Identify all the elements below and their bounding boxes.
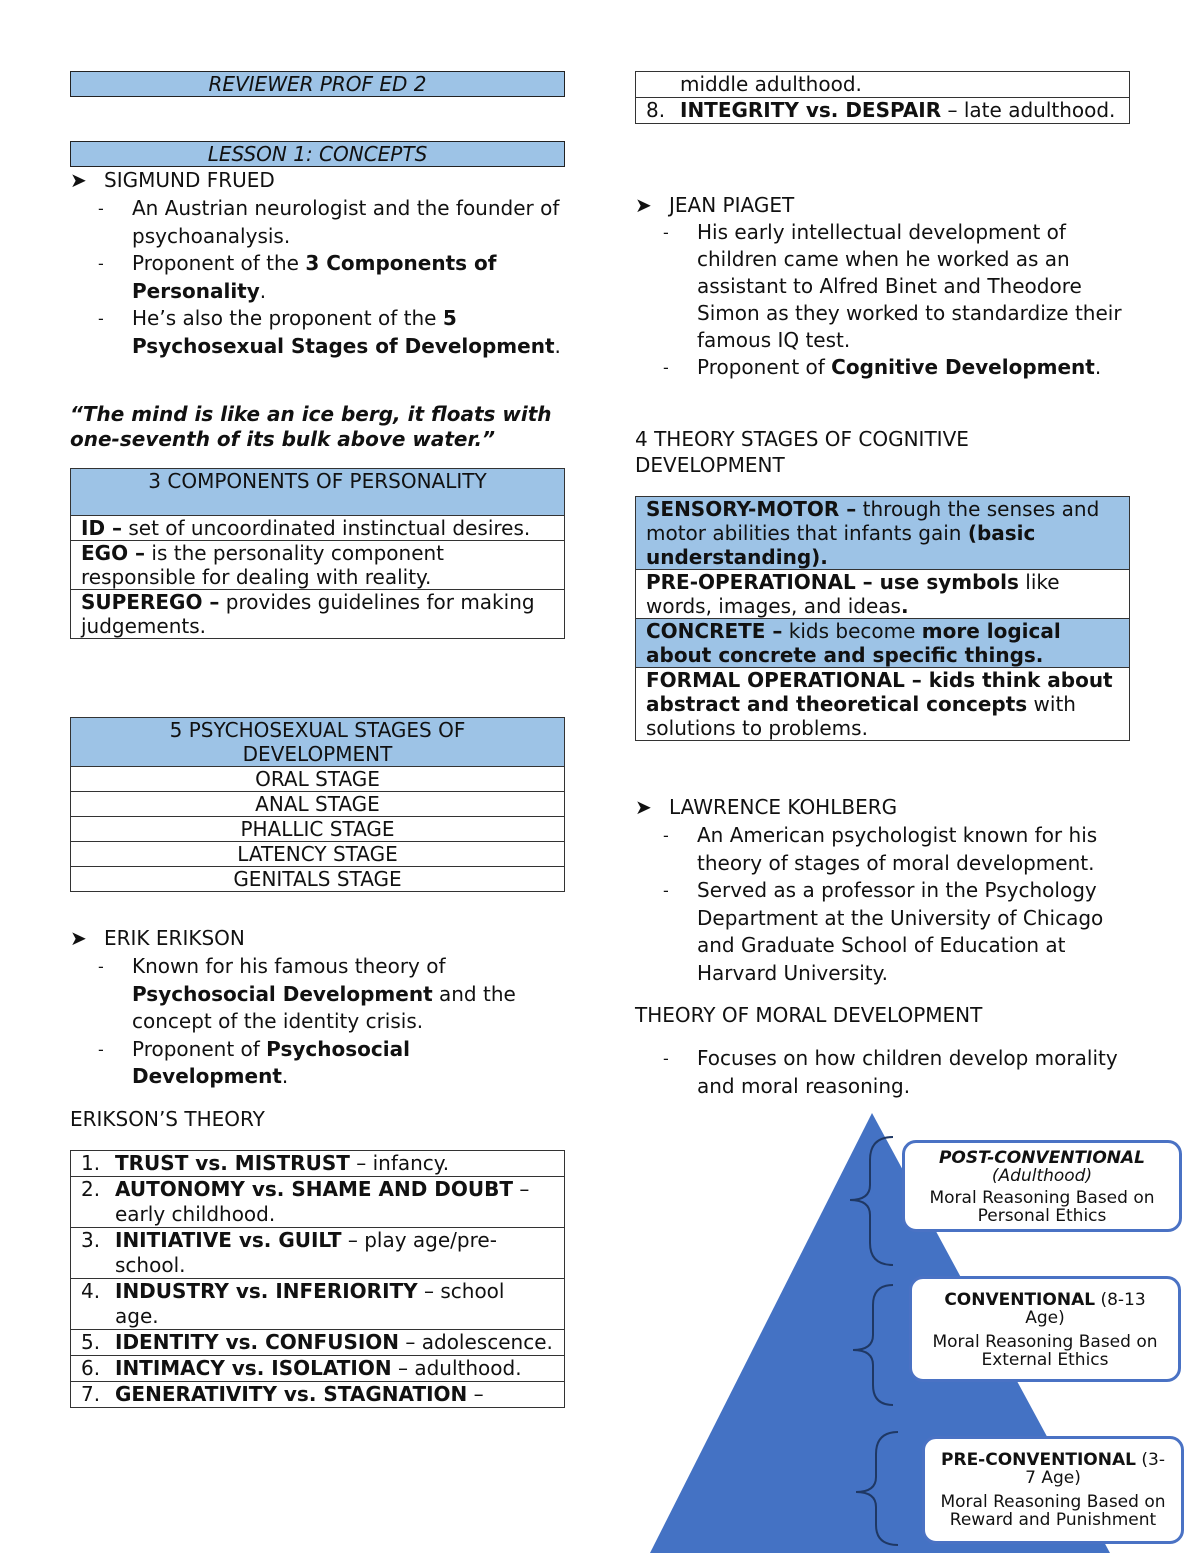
stage-number: 6. — [81, 1356, 101, 1380]
erikson-item-bold: Psychosocial Development — [132, 1036, 410, 1088]
row-term: ID – — [81, 516, 123, 540]
table-row: ORAL STAGE — [71, 767, 565, 792]
arrow-bullet-icon: ➤ — [70, 168, 87, 192]
stage-desc-bold: more logical about concrete and specific things. — [646, 619, 1061, 667]
freud-item-bold: 5 Psychosexual Stages of Development — [132, 306, 555, 358]
level-desc: Moral Reasoning Based on External Ethics — [932, 1332, 1158, 1370]
kohlberg-name: LAWRENCE KOHLBERG — [669, 795, 898, 819]
level-age: (8-13 Age) — [1025, 1290, 1146, 1328]
stage-name: INITIATIVE vs. GUILT — [115, 1228, 342, 1252]
level-name: PRE-CONVENTIONAL — [941, 1450, 1136, 1470]
stage-age: – early childhood. — [115, 1177, 530, 1226]
conventional-box — [909, 1276, 1181, 1382]
erikson-item-text: and the concept of the identity crisis. — [132, 981, 516, 1033]
personality-header: 3 COMPONENTS OF PERSONALITY — [71, 469, 565, 516]
stage-number: 5. — [81, 1330, 101, 1354]
row-term: SUPEREGO – — [81, 590, 220, 614]
stage-age: – late adulthood. — [941, 98, 1116, 122]
stage-number: 2. — [81, 1177, 101, 1201]
stage-age: – adolescence. — [399, 1330, 553, 1354]
row-desc: provides guidelines for making judgements. — [81, 590, 535, 638]
arrow-bullet-icon: ➤ — [70, 926, 87, 950]
stage-name: FORMAL OPERATIONAL – kids think about abstract and theoretical concepts — [646, 668, 1113, 716]
kohlberg-item-text: Served as a professor in the Psychology Department at the University of Chicago and Graduate School of Education at Harvard University. — [697, 878, 1104, 985]
row-desc: set of uncoordinated instinctual desires. — [122, 516, 531, 540]
erikson-item-text: . — [281, 1064, 289, 1088]
stage-name: TRUST vs. MISTRUST — [115, 1151, 350, 1175]
piaget-item-bold: Cognitive Development — [831, 355, 1095, 379]
erikson-item-text: Known for his famous theory of — [132, 954, 446, 978]
level-name: POST-CONVENTIONAL — [938, 1148, 1146, 1168]
stage-name: PRE-OPERATIONAL – use symbols — [646, 570, 1019, 594]
moral-theory-title: THEORY OF MORAL DEVELOPMENT — [635, 1003, 983, 1027]
stage-name: IDENTITY vs. CONFUSION — [115, 1330, 400, 1354]
stage-number: 3. — [81, 1228, 101, 1252]
level-desc: Moral Reasoning Based on Reward and Punishment — [940, 1492, 1166, 1530]
pre-conventional-box — [922, 1436, 1184, 1544]
freud-quote: “The mind is like an ice berg, it floats with one-seventh of its bulk above water.” — [70, 402, 552, 451]
psychosexual-header: 5 PSYCHOSEXUAL STAGES OF DEVELOPMENT — [71, 718, 565, 767]
level-age: (3-7 Age) — [1025, 1450, 1165, 1488]
stage-age: – play age/pre-school. — [115, 1228, 497, 1277]
stage-name: GENERATIVITY vs. STAGNATION — [115, 1382, 468, 1406]
freud-item-text: . — [554, 333, 561, 358]
stage-number: 1. — [81, 1151, 101, 1175]
freud-item-text: He’s also the proponent of the — [132, 306, 443, 330]
table-row: ANAL STAGE — [71, 792, 565, 817]
level-desc: Moral Reasoning Based on Personal Ethics — [929, 1188, 1155, 1226]
arrow-bullet-icon: ➤ — [635, 795, 652, 819]
stage-name: INDUSTRY vs. INFERIORITY — [115, 1279, 418, 1303]
piaget-stages-title: 4 THEORY STAGES OF COGNITIVE DEVELOPMENT — [635, 427, 969, 477]
stage-name: CONCRETE – — [646, 619, 783, 643]
post-conventional-box — [902, 1140, 1182, 1232]
kohlberg-item-text: An American psychologist known for his theory of stages of moral development. — [697, 823, 1098, 875]
piaget-item-text: . — [1094, 355, 1102, 379]
stage-number: 8. — [646, 98, 666, 122]
stage-age: – — [467, 1382, 484, 1406]
erikson-item-text: Proponent of — [132, 1036, 267, 1061]
erikson-name: ERIK ERIKSON — [104, 926, 245, 950]
stage-age: – adulthood. — [391, 1356, 522, 1380]
freud-item-text: . — [259, 278, 267, 303]
stage-desc: like words, images, and ideas — [646, 570, 1060, 618]
stage-number: 4. — [81, 1279, 101, 1303]
row-desc: is the personality component responsible for dealing with reality. — [81, 541, 445, 589]
stage-number: 7. — [81, 1382, 101, 1406]
stage-age: – infancy. — [349, 1151, 450, 1175]
stage-desc: kids become — [782, 619, 922, 643]
table-row: GENITALS STAGE — [71, 867, 565, 892]
level-name: CONVENTIONAL — [944, 1290, 1096, 1310]
freud-name: SIGMUND FRUED — [104, 168, 275, 192]
stage-desc: through the senses and motor abilities that infants gain — [646, 497, 1100, 545]
arrow-bullet-icon: ➤ — [635, 193, 652, 217]
table-row: PHALLIC STAGE — [71, 817, 565, 842]
freud-item-bold: 3 Components of Personality — [132, 251, 497, 303]
freud-item-text: An Austrian neurologist and the founder of psychoanalysis. — [132, 196, 560, 248]
stage-name: SENSORY-MOTOR – — [646, 497, 857, 521]
piaget-name: JEAN PIAGET — [669, 193, 795, 217]
stage-desc-bold: . — [900, 594, 909, 618]
erikson-theory-title: ERIKSON’S THEORY — [70, 1107, 265, 1131]
piaget-item-text: His early intellectual development of children came when he worked as an assistant to Alfred Binet and Theodore Simon as they worked to standardize their famous IQ test. — [697, 220, 1122, 352]
stage-desc: with solutions to problems. — [646, 692, 1076, 740]
stage-name: INTIMACY vs. ISOLATION — [115, 1356, 392, 1380]
moral-theory-text: Focuses on how children develop morality and moral reasoning. — [697, 1046, 1118, 1098]
stage-age: – school age. — [115, 1279, 505, 1328]
stage-name: INTEGRITY vs. DESPAIR — [680, 98, 942, 122]
row-term: EGO – — [81, 541, 146, 565]
stage-age: middle adulthood. — [680, 72, 862, 96]
lesson-title: LESSON 1: CONCEPTS — [70, 141, 565, 167]
level-age: (Adulthood) — [991, 1166, 1093, 1186]
erikson-item-bold: Psychosocial Development — [132, 981, 433, 1006]
stage-desc-bold: (basic understanding). — [646, 521, 1036, 569]
piaget-item-text: Proponent of — [697, 355, 832, 379]
table-row: LATENCY STAGE — [71, 842, 565, 867]
freud-item-text: Proponent of the — [132, 251, 306, 275]
stage-name: AUTONOMY vs. SHAME AND DOUBT — [115, 1177, 513, 1201]
document-title: REVIEWER PROF ED 2 — [70, 71, 565, 97]
